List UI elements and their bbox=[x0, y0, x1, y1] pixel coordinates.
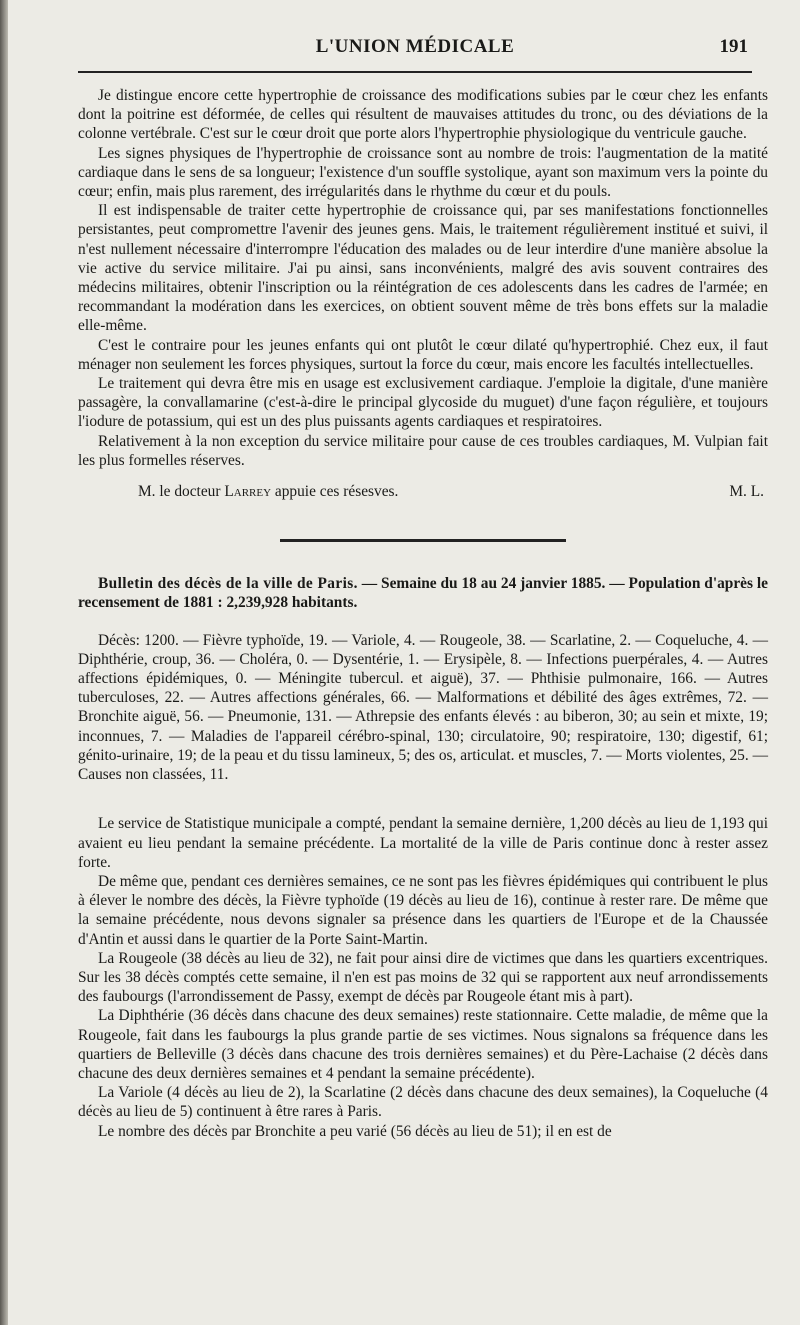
signature-name: Larrey bbox=[224, 483, 272, 501]
page-number: 191 bbox=[719, 36, 748, 57]
section-separator bbox=[280, 539, 566, 542]
signature-text bbox=[78, 482, 398, 501]
spacer bbox=[78, 784, 768, 814]
bulletin-subtitle: — Semaine du 18 au 24 janvier 1885. — Population d'après le recensement de 1881 : 2,239,928 habitants. bbox=[78, 575, 768, 612]
signature-prefix: M. le docteur bbox=[138, 483, 225, 501]
mortality-stats: Décès: 1200. — Fièvre typhoïde, 19. — Variole, 4. — Rougeole, 38. — Scarlatine, 2. — Coqueluche, 4. — Diphthérie, croup, 36. — Choléra, 0. — Dysentérie, 1. — Erysipèle, 8. — Infections puerpérales, 4. — Autres affections épidémiques, 0. — Méningite tubercul. et aiguë), 37. — Phthisie pulmonaire, 166. — Autres tuberculoses, 22. — Autres affections générales, 66. — Malformations et débilité des âges extrêmes, 72. — Bronchite aiguë, 56. — Pneumonie, 131. — Athrepsie des enfants élevés : au biberon, 30; au sein et mixte, 19; inconnues, 7. — Maladies de l'appareil cérébro-spinal, 130; circulatoire, 90; respiratoire, 130; digestif, 61; génito-urinaire, 19; de la peau et du tissu lamineux, 5; des os, articulat. et muscles, 7. — Morts violentes, 25. — Causes non classées, 11. bbox=[78, 631, 768, 784]
running-title: L'UNION MÉDICALE bbox=[315, 36, 515, 57]
paragraph: La Rougeole (38 décès au lieu de 32), ne fait pour ainsi dire de victimes que dans les quartiers excentriques. Sur les 38 décès comptés cette semaine, il n'en est pas moins de 32 qui se rapportent aux neuf arrondissements des faubourgs (l'arrondissement de Passy, exempt de décès par Rougeole étant mis à part). bbox=[78, 949, 768, 1006]
paragraph: Le traitement qui devra être mis en usage est exclusivement cardiaque. J'emploie la digitale, d'une manière passagère, la convallamarine (c'est-à-dire le principal glycoside du muguet) d'une façon régulière, et toujours l'iodure de potassium, qui est un des plus puissants agents cardiaques et respiratoires. bbox=[78, 375, 768, 431]
page-header bbox=[78, 36, 752, 66]
article-continuation bbox=[78, 86, 768, 501]
bulletin-heading bbox=[78, 574, 768, 612]
paragraph: Le nombre des décès par Bronchite a peu varié (56 décès au lieu de 51); il en est de bbox=[98, 1122, 612, 1140]
signature-suffix: appuie ces résesves. bbox=[271, 483, 399, 501]
bulletin-section bbox=[78, 574, 768, 1140]
paragraph: Les signes physiques de l'hypertrophie de croissance sont au nombre de trois: l'augmentation de la matité cardiaque dans le sens de sa longueur; l'existence d'un souffle systolique, ayant son maximum vers la pointe du cœur; enfin, mais plus rarement, des irrégularités dans le rhythme du cœur et du pouls. bbox=[78, 144, 768, 201]
paragraph: Il est indispensable de traiter cette hypertrophie de croissance qui, par ses manifestations fonctionnelles persistantes, peut compromettre l'avenir des jeunes gens. Mais, le traitement régulièrement institué et suivi, il n'est nullement nécessaire d'interrompre l'éducation des malades ou de leur interdire d'une manière absolue la vie active du service militaire. J'ai pu ainsi, sans inconvénients, malgré des avis souvent contraires des médecins militaires, obtenir l'inscription ou la réintégration de ces adolescents dans les cadres de l'armée; en recommandant la modération dans les exercices, on obtient souvent même de très bons effets sur la maladie elle-même. bbox=[78, 202, 768, 335]
paragraph: Je distingue encore cette hypertrophie de croissance des modifications subies par le cœur chez les enfants dont la poitrine est déformée, de celles qui résultent de mauvaises attitudes du tronc, ou des déviations de la colonne vertébrale. C'est sur le cœur droit que porte alors l'hypertrophie physiologique du ventricule gauche. bbox=[78, 87, 768, 143]
page-body bbox=[78, 86, 768, 1141]
signature-initials: M. L. bbox=[729, 483, 764, 501]
spacer bbox=[78, 613, 768, 631]
paragraph: De même que, pendant ces dernières semaines, ce ne sont pas les fièvres épidémiques qui contribuent le plus à élever le nombre des décès, la Fièvre typhoïde (19 décès au lieu de 16), continue à rester rare. De même que la semaine précédente, nous devons signaler sa présence dans les quartiers de l'Europe et de la Chaussée d'Antin et aussi dans le quartier de la Porte Saint-Martin. bbox=[78, 872, 768, 948]
page-binding-edge bbox=[0, 0, 8, 1325]
paragraph: C'est le contraire pour les jeunes enfants qui ont plutôt le cœur dilaté qu'hypertrophié. Chez eux, il faut ménager non seulement les forces physiques, surtout la force du cœur, mais encore les facultés intellectuelles. bbox=[78, 336, 768, 373]
paragraph: Relativement à la non exception du service militaire pour cause de ces troubles cardiaques, M. Vulpian fait les plus formelles réserves. bbox=[78, 432, 768, 469]
header-rule bbox=[78, 71, 752, 73]
signature-line bbox=[78, 482, 768, 501]
paragraph: La Diphthérie (36 décès dans chacune des deux semaines) reste stationnaire. Cette maladie, de même que la Rougeole, fait dans les faubourgs la plus grande partie de ses victimes. Nous signalons sa fréquence dans les quartiers de Belleville (3 décès dans chacune des trois dernières semaines) et du Père-Lachaise (2 décès dans chacune des deux dernières semaines et 4 pendant la semaine précédente). bbox=[78, 1007, 768, 1082]
paragraph: Le service de Statistique municipale a compté, pendant la semaine dernière, 1,200 décès au lieu de 1,193 qui avaient eu lieu pendant la semaine précédente. La mortalité de la ville de Paris continue donc à rester assez forte. bbox=[78, 815, 768, 871]
bulletin-title: Bulletin des décès de la ville de Paris. bbox=[98, 575, 358, 593]
paragraph: La Variole (4 décès au lieu de 2), la Scarlatine (2 décès dans chacune des deux semaines), la Coqueluche (4 décès au lieu de 5) continuent à être rares à Paris. bbox=[78, 1084, 768, 1121]
